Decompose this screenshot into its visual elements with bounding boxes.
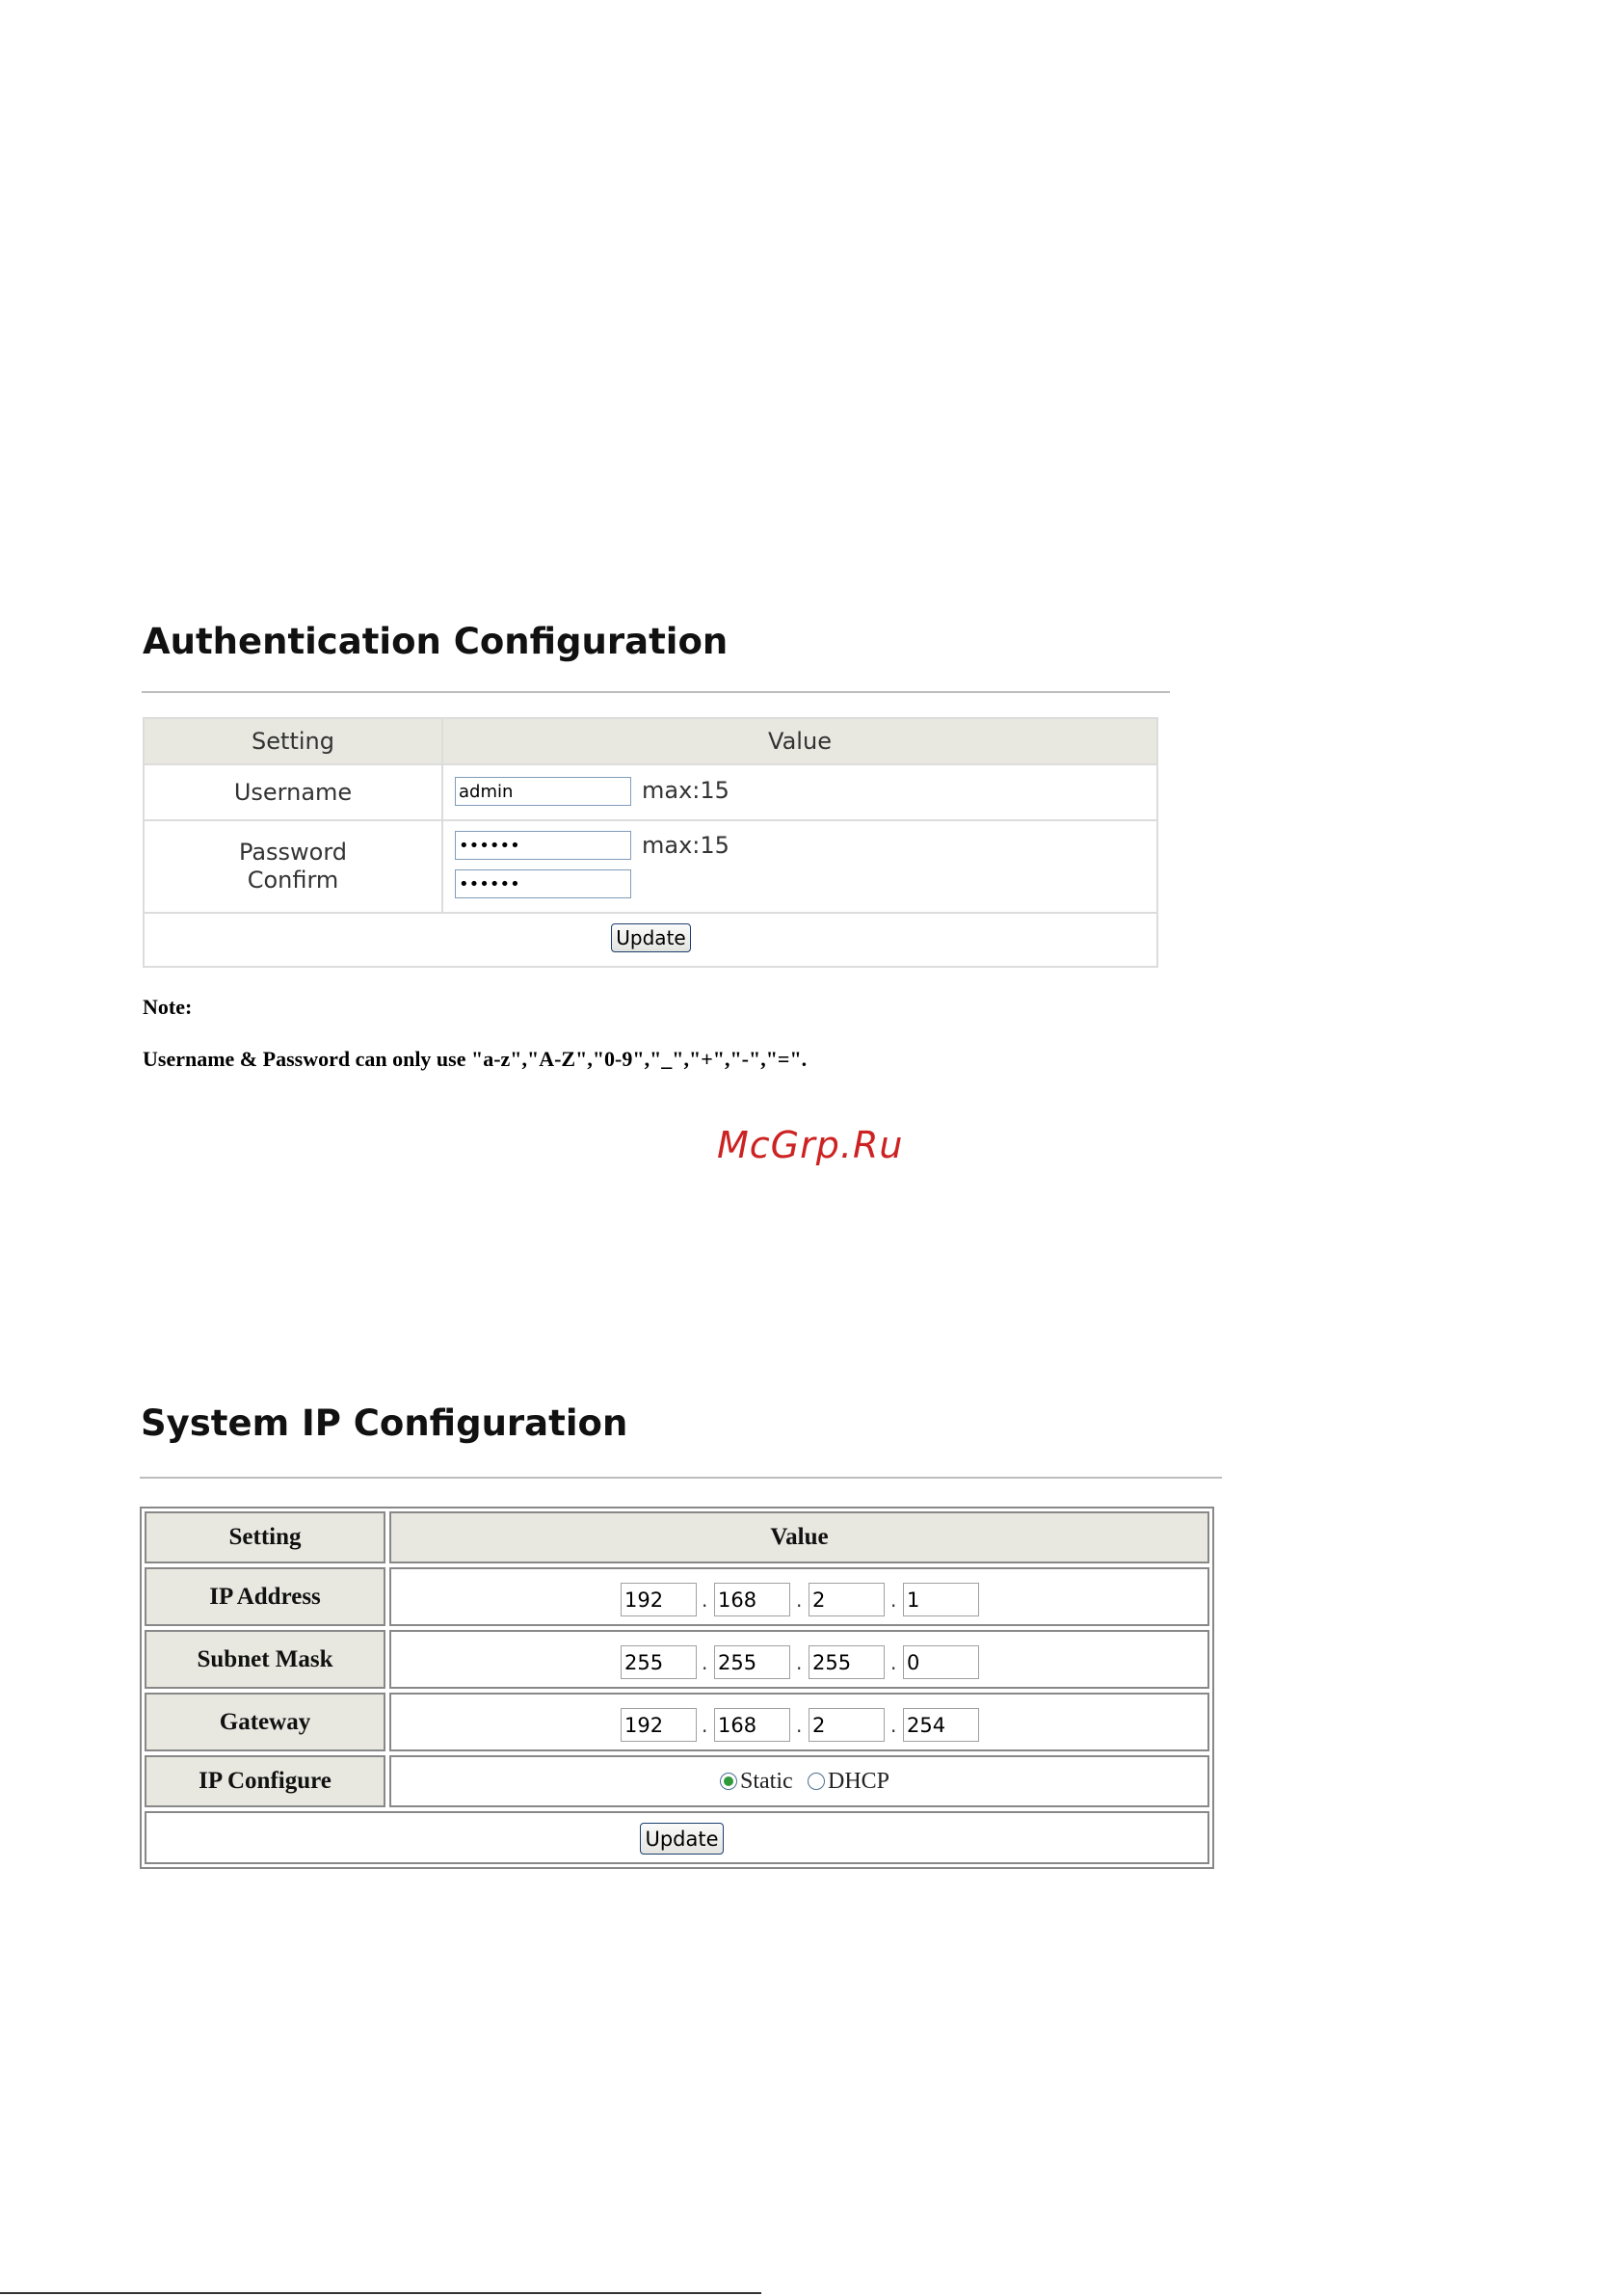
subnet-mask-row <box>145 1630 1209 1689</box>
ip-configure-label: IP Configure <box>145 1755 385 1807</box>
dhcp-radio-label: DHCP <box>828 1768 890 1794</box>
static-radio-button[interactable] <box>720 1773 737 1790</box>
ip-configure-row <box>145 1755 1209 1807</box>
ip-dot-separator: . <box>796 1589 803 1612</box>
password-max-hint: max:15 <box>642 832 729 859</box>
ip-dot-separator: . <box>702 1589 708 1612</box>
subnet-mask-octet-2[interactable] <box>714 1645 790 1679</box>
subnet-mask-octet-1[interactable] <box>621 1645 697 1679</box>
ip-header-setting: Setting <box>145 1511 385 1563</box>
ip-dot-separator: . <box>890 1589 897 1612</box>
ip-dot-separator: . <box>890 1651 897 1674</box>
password-label <box>145 821 443 912</box>
ip-update-button[interactable]: Update <box>640 1823 724 1855</box>
system-ip-divider <box>140 1477 1222 1479</box>
dhcp-radio-button[interactable] <box>808 1773 825 1790</box>
gateway-octet-2[interactable] <box>714 1708 790 1742</box>
gateway-octet-1[interactable] <box>621 1708 697 1742</box>
auth-header-setting: Setting <box>145 719 443 763</box>
auth-table-header <box>145 719 1156 765</box>
ip-dot-separator: . <box>890 1714 897 1737</box>
auth-divider <box>142 691 1170 693</box>
ip-header-value: Value <box>389 1511 1209 1563</box>
auth-table <box>143 717 1158 968</box>
auth-row-username <box>145 765 1156 821</box>
page-footer-rule <box>0 2292 761 2294</box>
auth-update-button[interactable]: Update <box>611 923 691 952</box>
gateway-row <box>145 1693 1209 1751</box>
ip-dot-separator: . <box>796 1714 803 1737</box>
confirm-label-text: Confirm <box>247 867 339 894</box>
ip-address-octet-3[interactable] <box>809 1583 885 1616</box>
username-max-hint: max:15 <box>642 777 729 804</box>
static-radio-label: Static <box>740 1768 793 1794</box>
confirm-password-input[interactable] <box>455 869 631 898</box>
password-label-text: Password <box>238 839 348 866</box>
auth-header-value: Value <box>768 728 832 755</box>
ip-table-header <box>145 1511 1209 1563</box>
gateway-label: Gateway <box>145 1693 385 1751</box>
ip-address-octet-2[interactable] <box>714 1583 790 1616</box>
ip-dot-separator: . <box>702 1651 708 1674</box>
gateway-octet-4[interactable] <box>903 1708 979 1742</box>
ip-update-row <box>145 1811 1209 1864</box>
ip-address-octet-1[interactable] <box>621 1583 697 1616</box>
system-ip-table <box>140 1507 1214 1869</box>
username-input[interactable] <box>455 777 631 806</box>
auth-row-update <box>145 914 1156 966</box>
subnet-mask-label: Subnet Mask <box>145 1630 385 1689</box>
ip-address-row <box>145 1567 1209 1626</box>
subnet-mask-octet-3[interactable] <box>809 1645 885 1679</box>
static-radio-option[interactable] <box>720 1757 793 1805</box>
watermark: McGrp.Ru <box>717 1124 904 1166</box>
system-ip-section-title: System IP Configuration <box>141 1402 628 1444</box>
dhcp-radio-option[interactable] <box>808 1757 889 1805</box>
username-label: Username <box>145 765 443 819</box>
ip-address-octet-4[interactable] <box>903 1583 979 1616</box>
note-text: Username & Password can only use "a-z","A-Z","0-9","_","+","-","=". <box>143 1047 808 1071</box>
auth-section-title: Authentication Configuration <box>143 621 729 662</box>
ip-dot-separator: . <box>702 1714 708 1737</box>
password-input[interactable] <box>455 831 631 860</box>
auth-row-password <box>145 821 1156 914</box>
subnet-mask-octet-4[interactable] <box>903 1645 979 1679</box>
ip-dot-separator: . <box>796 1651 803 1674</box>
gateway-octet-3[interactable] <box>809 1708 885 1742</box>
note-label: Note: <box>143 995 193 1019</box>
ip-address-label: IP Address <box>145 1567 385 1626</box>
